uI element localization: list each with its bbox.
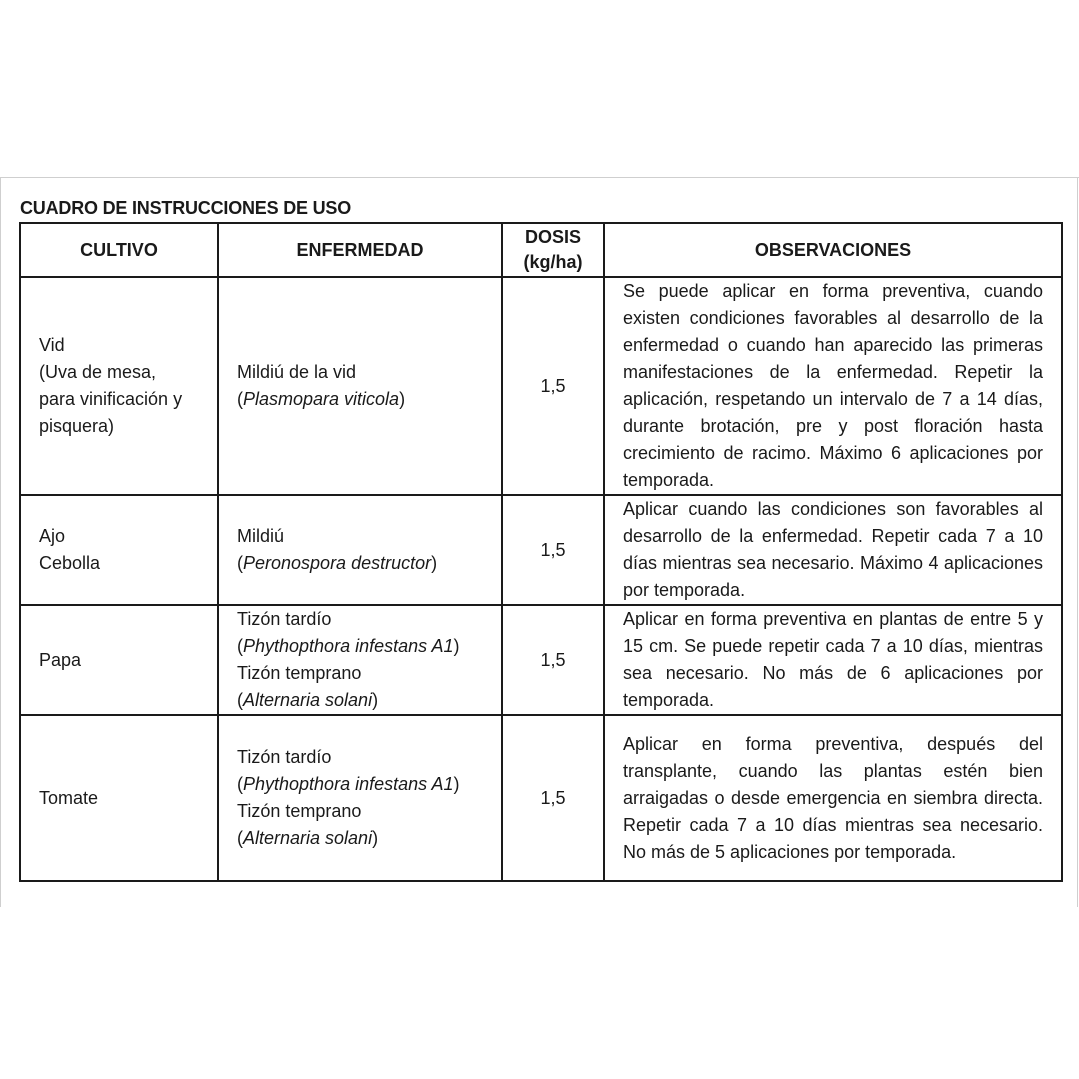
dose-cell: 1,5 bbox=[502, 605, 604, 715]
crop-line: (Uva de mesa, bbox=[39, 362, 157, 382]
table-header-row bbox=[20, 223, 1062, 277]
table-row bbox=[20, 277, 1062, 495]
table-row bbox=[20, 495, 1062, 605]
header-observations: OBSERVACIONES bbox=[604, 223, 1062, 277]
crop-line: Vid bbox=[39, 335, 65, 355]
disease-line bbox=[237, 744, 483, 771]
paren-open: ( bbox=[237, 636, 243, 656]
disease-scientific-name: Phythopthora infestans A1 bbox=[243, 774, 454, 794]
crop-cell bbox=[20, 277, 218, 495]
disease-cell bbox=[218, 277, 502, 495]
paren-close: ) bbox=[453, 636, 460, 656]
table-row bbox=[20, 715, 1062, 881]
disease-scientific-name: Peronospora destructor bbox=[243, 553, 432, 573]
disease-scientific-name: Alternaria solani bbox=[243, 690, 373, 710]
usage-instructions-table bbox=[19, 222, 1063, 882]
sheet-left-edge bbox=[0, 177, 1, 907]
disease-common-name: Tizón tardío bbox=[237, 747, 332, 767]
disease-line bbox=[237, 359, 483, 386]
disease-line bbox=[237, 633, 483, 660]
table-row bbox=[20, 605, 1062, 715]
crop-cell bbox=[20, 715, 218, 881]
header-disease: ENFERMEDAD bbox=[218, 223, 502, 277]
observations-cell: Aplicar en forma preventiva, después del transplante, cuando las plantas estén bien arraigadas o desde emergencia en siembra directa. Repetir cada 7 a 10 días mientras sea necesario. No más de 5 aplicaciones por temporada. bbox=[604, 715, 1062, 881]
sheet-right-edge bbox=[1077, 177, 1078, 907]
crop-line: Tomate bbox=[39, 787, 99, 808]
disease-cell bbox=[218, 495, 502, 605]
crop-line: para vinificación y bbox=[39, 389, 183, 409]
dose-cell: 1,5 bbox=[502, 277, 604, 495]
paren-open: ( bbox=[237, 389, 243, 409]
crop-line: Cebolla bbox=[39, 553, 101, 573]
crop-cell bbox=[20, 495, 218, 605]
header-crop: CULTIVO bbox=[20, 223, 218, 277]
disease-common-name: Mildiú bbox=[237, 526, 285, 546]
disease-scientific-name: Plasmopara viticola bbox=[243, 389, 400, 409]
paren-close: ) bbox=[372, 828, 379, 848]
crop-line: pisquera) bbox=[39, 416, 115, 436]
paren-open: ( bbox=[237, 774, 243, 794]
disease-line bbox=[237, 660, 483, 687]
header-dose-unit: (kg/ha) bbox=[523, 252, 583, 272]
observations-cell: Se puede aplicar en forma preventiva, cuando existen condiciones favorables al desarrollo de la enfermedad o cuando han aparecido las primeras manifestaciones de la enfermedad. Repetir la aplicación, respetando un intervalo de 7 a 14 días, durante brotación, pre y post floración hasta crecimiento de racimo. Máximo 6 aplicaciones por temporada. bbox=[604, 277, 1062, 495]
observations-cell: Aplicar en forma preventiva en plantas de entre 5 y 15 cm. Se puede repetir cada 7 a 10 días, mientras sea necesario. No más de 6 aplicaciones por temporada. bbox=[604, 605, 1062, 715]
crop-line: Papa bbox=[39, 649, 82, 670]
header-dose-label: DOSIS bbox=[524, 227, 581, 247]
paren-open: ( bbox=[237, 828, 243, 848]
disease-line bbox=[237, 771, 483, 798]
disease-cell bbox=[218, 605, 502, 715]
dose-cell: 1,5 bbox=[502, 715, 604, 881]
disease-cell bbox=[218, 715, 502, 881]
paren-close: ) bbox=[453, 774, 460, 794]
disease-common-name: Tizón temprano bbox=[237, 663, 362, 683]
dose-cell: 1,5 bbox=[502, 495, 604, 605]
disease-scientific-name: Alternaria solani bbox=[243, 828, 373, 848]
observations-cell: Aplicar cuando las condiciones son favorables al desarrollo de la enfermedad. Repetir cada 7 a 10 días mientras sea necesario. Máximo 4 aplicaciones por temporada. bbox=[604, 495, 1062, 605]
crop-cell bbox=[20, 605, 218, 715]
disease-line bbox=[237, 798, 483, 825]
crop-line: Ajo bbox=[39, 526, 66, 546]
disease-line bbox=[237, 687, 483, 714]
header-dose bbox=[502, 223, 604, 277]
disease-common-name: Tizón tardío bbox=[237, 609, 332, 629]
document-title: CUADRO DE INSTRUCCIONES DE USO bbox=[20, 198, 352, 218]
disease-line bbox=[237, 523, 483, 550]
paren-close: ) bbox=[399, 389, 406, 409]
disease-scientific-name: Phythopthora infestans A1 bbox=[243, 636, 454, 656]
disease-line bbox=[237, 386, 483, 413]
paren-open: ( bbox=[237, 553, 243, 573]
disease-line bbox=[237, 606, 483, 633]
disease-common-name: Tizón temprano bbox=[237, 801, 362, 821]
paren-open: ( bbox=[237, 690, 243, 710]
paren-close: ) bbox=[372, 690, 379, 710]
disease-line bbox=[237, 550, 483, 577]
sheet-top-edge bbox=[0, 177, 1079, 178]
disease-common-name: Mildiú de la vid bbox=[237, 362, 357, 382]
paren-close: ) bbox=[431, 553, 438, 573]
disease-line bbox=[237, 825, 483, 852]
